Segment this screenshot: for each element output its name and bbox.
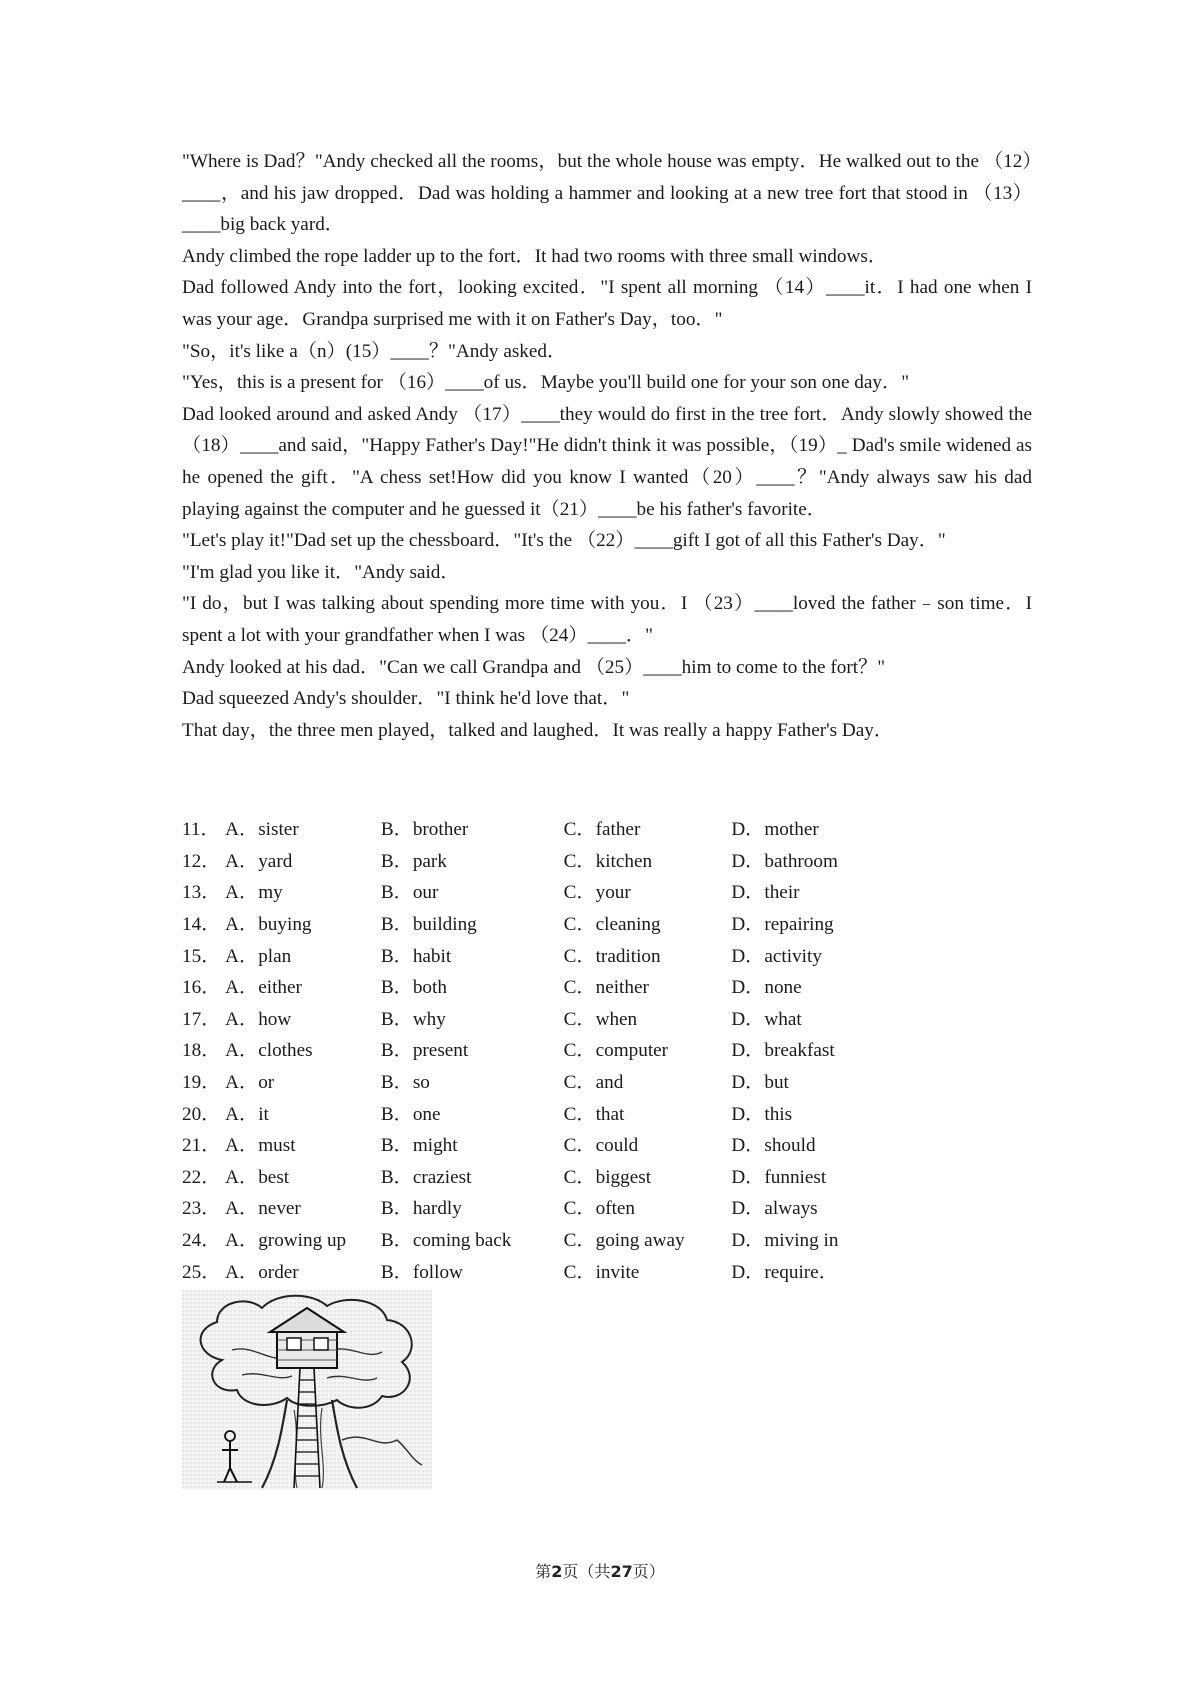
option-a: A．clothes <box>225 1040 313 1062</box>
option-b: B．both <box>380 977 447 999</box>
option-b: B．one <box>380 1103 441 1125</box>
footer-middle: 页（共 <box>562 1562 611 1581</box>
option-c: C．going away <box>563 1230 685 1252</box>
option-b: B．building <box>380 914 477 936</box>
paragraph: Andy looked at his dad．"Can we call Grandpa and （25）____him to come to the fort？" <box>182 656 886 678</box>
question-number: 18． <box>182 1040 221 1062</box>
option-b: B．hardly <box>380 1198 462 1220</box>
option-d: D．funniest <box>731 1166 827 1188</box>
question-number: 24． <box>182 1230 221 1252</box>
option-d: D．activity <box>731 945 822 967</box>
option-d: D．repairing <box>731 914 834 936</box>
option-c: C．cleaning <box>563 914 661 936</box>
option-a: A．my <box>225 882 283 904</box>
option-b: B．craziest <box>380 1166 472 1188</box>
option-row <box>182 907 882 939</box>
paragraph: Andy climbed the rope ladder up to the fort．It had two rooms with three small windows． <box>182 245 887 267</box>
option-row <box>182 1002 882 1034</box>
option-a: A．buying <box>225 914 312 936</box>
question-number: 16． <box>182 977 221 999</box>
option-c: C．could <box>563 1135 639 1157</box>
option-a: A．it <box>225 1103 269 1125</box>
paragraph: "I do，but I was talking about spending more time with you．I （23）____loved the father﹣son time．I spent a lot with your grandfather when I was （24）____．" <box>182 593 1032 646</box>
footer-prefix: 第 <box>535 1562 552 1581</box>
question-number: 20． <box>182 1103 221 1125</box>
option-c: C．your <box>563 882 631 904</box>
option-a: A．how <box>225 1008 292 1030</box>
answer-options-table <box>182 812 882 1286</box>
option-b: B．might <box>380 1135 458 1157</box>
option-a: A．order <box>225 1261 299 1283</box>
footer-page-number: 2 <box>551 1562 563 1581</box>
option-c: C．that <box>563 1103 625 1125</box>
option-row <box>182 812 882 844</box>
option-d: D．bathroom <box>731 850 838 872</box>
question-number: 12． <box>182 850 221 872</box>
option-b: B．why <box>380 1008 446 1030</box>
paragraph: "So，it's like a（n）(15）____？"Andy asked． <box>182 340 567 362</box>
paragraph: "Yes，this is a present for （16）____of us．Maybe you'll build one for your son one day．" <box>182 372 910 394</box>
option-b: B．so <box>380 1072 430 1094</box>
option-a: A．never <box>225 1198 301 1220</box>
option-b: B．present <box>380 1040 469 1062</box>
option-d: D．miving in <box>731 1230 839 1252</box>
question-number: 22． <box>182 1166 221 1188</box>
option-c: C．often <box>563 1198 636 1220</box>
option-row <box>182 1191 882 1223</box>
option-b: B．follow <box>380 1261 463 1283</box>
option-c: C．computer <box>563 1040 669 1062</box>
paragraph: Dad followed Andy into the fort，looking excited．"I spent all morning （14）____it．I had one when I was your age．Grandpa surprised me with it on Father's Day，too．" <box>182 277 1032 330</box>
option-b: B．park <box>380 850 447 872</box>
option-d: D．but <box>731 1072 789 1094</box>
option-b: B．habit <box>380 945 452 967</box>
option-row <box>182 938 882 970</box>
option-row <box>182 970 882 1002</box>
option-b: B．our <box>380 882 439 904</box>
option-a: A．growing up <box>225 1230 347 1252</box>
reading-passage <box>182 146 1032 746</box>
option-a: A．yard <box>225 850 293 872</box>
option-row <box>182 1096 882 1128</box>
footer-suffix: 页） <box>632 1562 665 1581</box>
paragraph: "Where is Dad？"Andy checked all the rooms，but the whole house was empty．He walked out to the （12）____，and his jaw dropped．Dad was holding a hammer and looking at a new tree fort that stood in （13）____big back yard． <box>182 151 1032 236</box>
question-number: 23． <box>182 1198 221 1220</box>
option-a: A．or <box>225 1072 275 1094</box>
question-number: 13． <box>182 882 221 904</box>
option-b: B．brother <box>380 819 469 841</box>
option-c: C．tradition <box>563 945 661 967</box>
page-footer <box>0 1559 1200 1582</box>
option-d: D．mother <box>731 819 819 841</box>
option-c: C．father <box>563 819 641 841</box>
option-a: A．sister <box>225 819 299 841</box>
option-d: D．breakfast <box>731 1040 835 1062</box>
tree-fort-illustration <box>182 1290 432 1490</box>
paragraph: "Let's play it!"Dad set up the chessboard．"It's the （22）____gift I got of all this Father's Day．" <box>182 530 946 552</box>
question-number: 19． <box>182 1072 221 1094</box>
option-c: C．invite <box>563 1261 640 1283</box>
paragraph: Dad looked around and asked Andy （17）____they would do first in the tree fort．Andy slowly showed the （18）____and said，"Happy Father's Day!"He didn't think it was possible，（19）_ Dad's smile widened as he opened the gift．"A chess set!How did you know I wanted（20）____？"Andy always saw his dad playing against the computer and he guessed it（21）____be his father's favorite． <box>182 403 1032 520</box>
option-a: A．plan <box>225 945 292 967</box>
footer-total-pages: 27 <box>610 1562 633 1581</box>
paragraph: Dad squeezed Andy's shoulder．"I think he'd love that．" <box>182 688 630 710</box>
question-number: 21． <box>182 1135 221 1157</box>
option-row <box>182 875 882 907</box>
option-d: D．always <box>731 1198 818 1220</box>
option-c: C．when <box>563 1008 638 1030</box>
option-d: D．what <box>731 1008 802 1030</box>
question-number: 11． <box>182 819 220 841</box>
question-number: 15． <box>182 945 221 967</box>
option-c: C．and <box>563 1072 624 1094</box>
option-d: D．require． <box>731 1261 838 1283</box>
option-row <box>182 1128 882 1160</box>
question-number: 17． <box>182 1008 221 1030</box>
option-d: D．this <box>731 1103 793 1125</box>
option-d: D．should <box>731 1135 816 1157</box>
option-row <box>182 844 882 876</box>
paragraph: "I'm glad you like it．"Andy said． <box>182 561 460 583</box>
option-a: A．either <box>225 977 302 999</box>
option-c: C．kitchen <box>563 850 653 872</box>
option-b: B．coming back <box>380 1230 512 1252</box>
option-row <box>182 1160 882 1192</box>
option-row <box>182 1065 882 1097</box>
option-d: D．none <box>731 977 802 999</box>
question-number: 14． <box>182 914 221 936</box>
option-row <box>182 1223 882 1255</box>
paragraph: That day，the three men played，talked and laughed．It was really a happy Father's Day． <box>182 719 894 741</box>
option-row <box>182 1254 882 1286</box>
option-c: C．neither <box>563 977 649 999</box>
option-d: D．their <box>731 882 800 904</box>
question-number: 25． <box>182 1261 221 1283</box>
option-c: C．biggest <box>563 1166 652 1188</box>
option-row <box>182 1033 882 1065</box>
option-a: A．best <box>225 1166 290 1188</box>
option-a: A．must <box>225 1135 296 1157</box>
